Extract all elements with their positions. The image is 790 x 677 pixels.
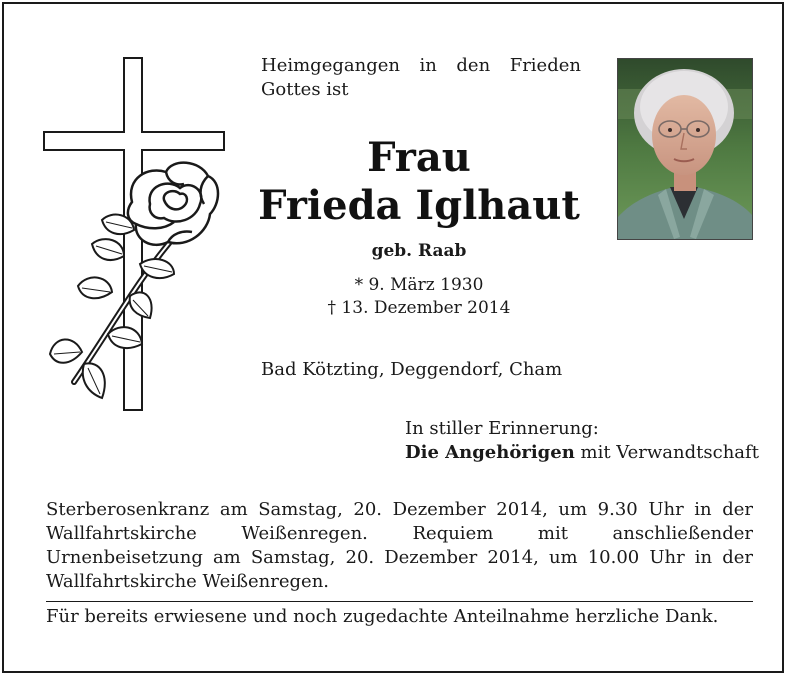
obituary-notice [2, 2, 784, 673]
memory-line: In stiller Erinnerung: [405, 418, 599, 439]
divider [46, 601, 753, 602]
salutation: Frau [367, 134, 471, 181]
intro-line-2: Gottes ist [261, 79, 349, 100]
death-date: † 13. Dezember 2014 [327, 298, 511, 318]
portrait-photo [617, 58, 753, 240]
signature-bold: Die Angehörigen [405, 442, 575, 463]
intro-word: Frieden [509, 55, 581, 76]
signature-rest: mit Verwandtschaft [574, 442, 759, 463]
portrait-illustration [618, 59, 752, 239]
born-name: geb. Raab [371, 241, 467, 261]
places: Bad Kötzting, Deggendorf, Cham [261, 359, 563, 380]
deceased-name: Frieda Iglhaut [258, 182, 580, 229]
signature-line [405, 441, 759, 465]
intro-word: in [419, 55, 437, 76]
intro-word: den [456, 55, 491, 76]
thanks-line: Für bereits erwiesene und noch zugedachte Anteilnahme herzliche Dank. [46, 606, 719, 627]
intro-word: Heimgegangen [261, 55, 400, 76]
life-dates [244, 274, 594, 320]
service-paragraph: Sterberosenkranz am Samstag, 20. Dezember 2014, um 9.30 Uhr in der Wallfahrtskirche Weißenregen. Requiem mit anschließender Urnenbeisetzung am Samstag, 20. Dezember 2014, um 10.00 Uhr in der Wallfahrtskirche Weißenregen. [46, 499, 753, 592]
memory-block [405, 417, 759, 465]
intro-text [261, 54, 581, 102]
cross-with-rose-icon [40, 54, 236, 418]
birth-date: * 9. März 1930 [354, 275, 484, 295]
